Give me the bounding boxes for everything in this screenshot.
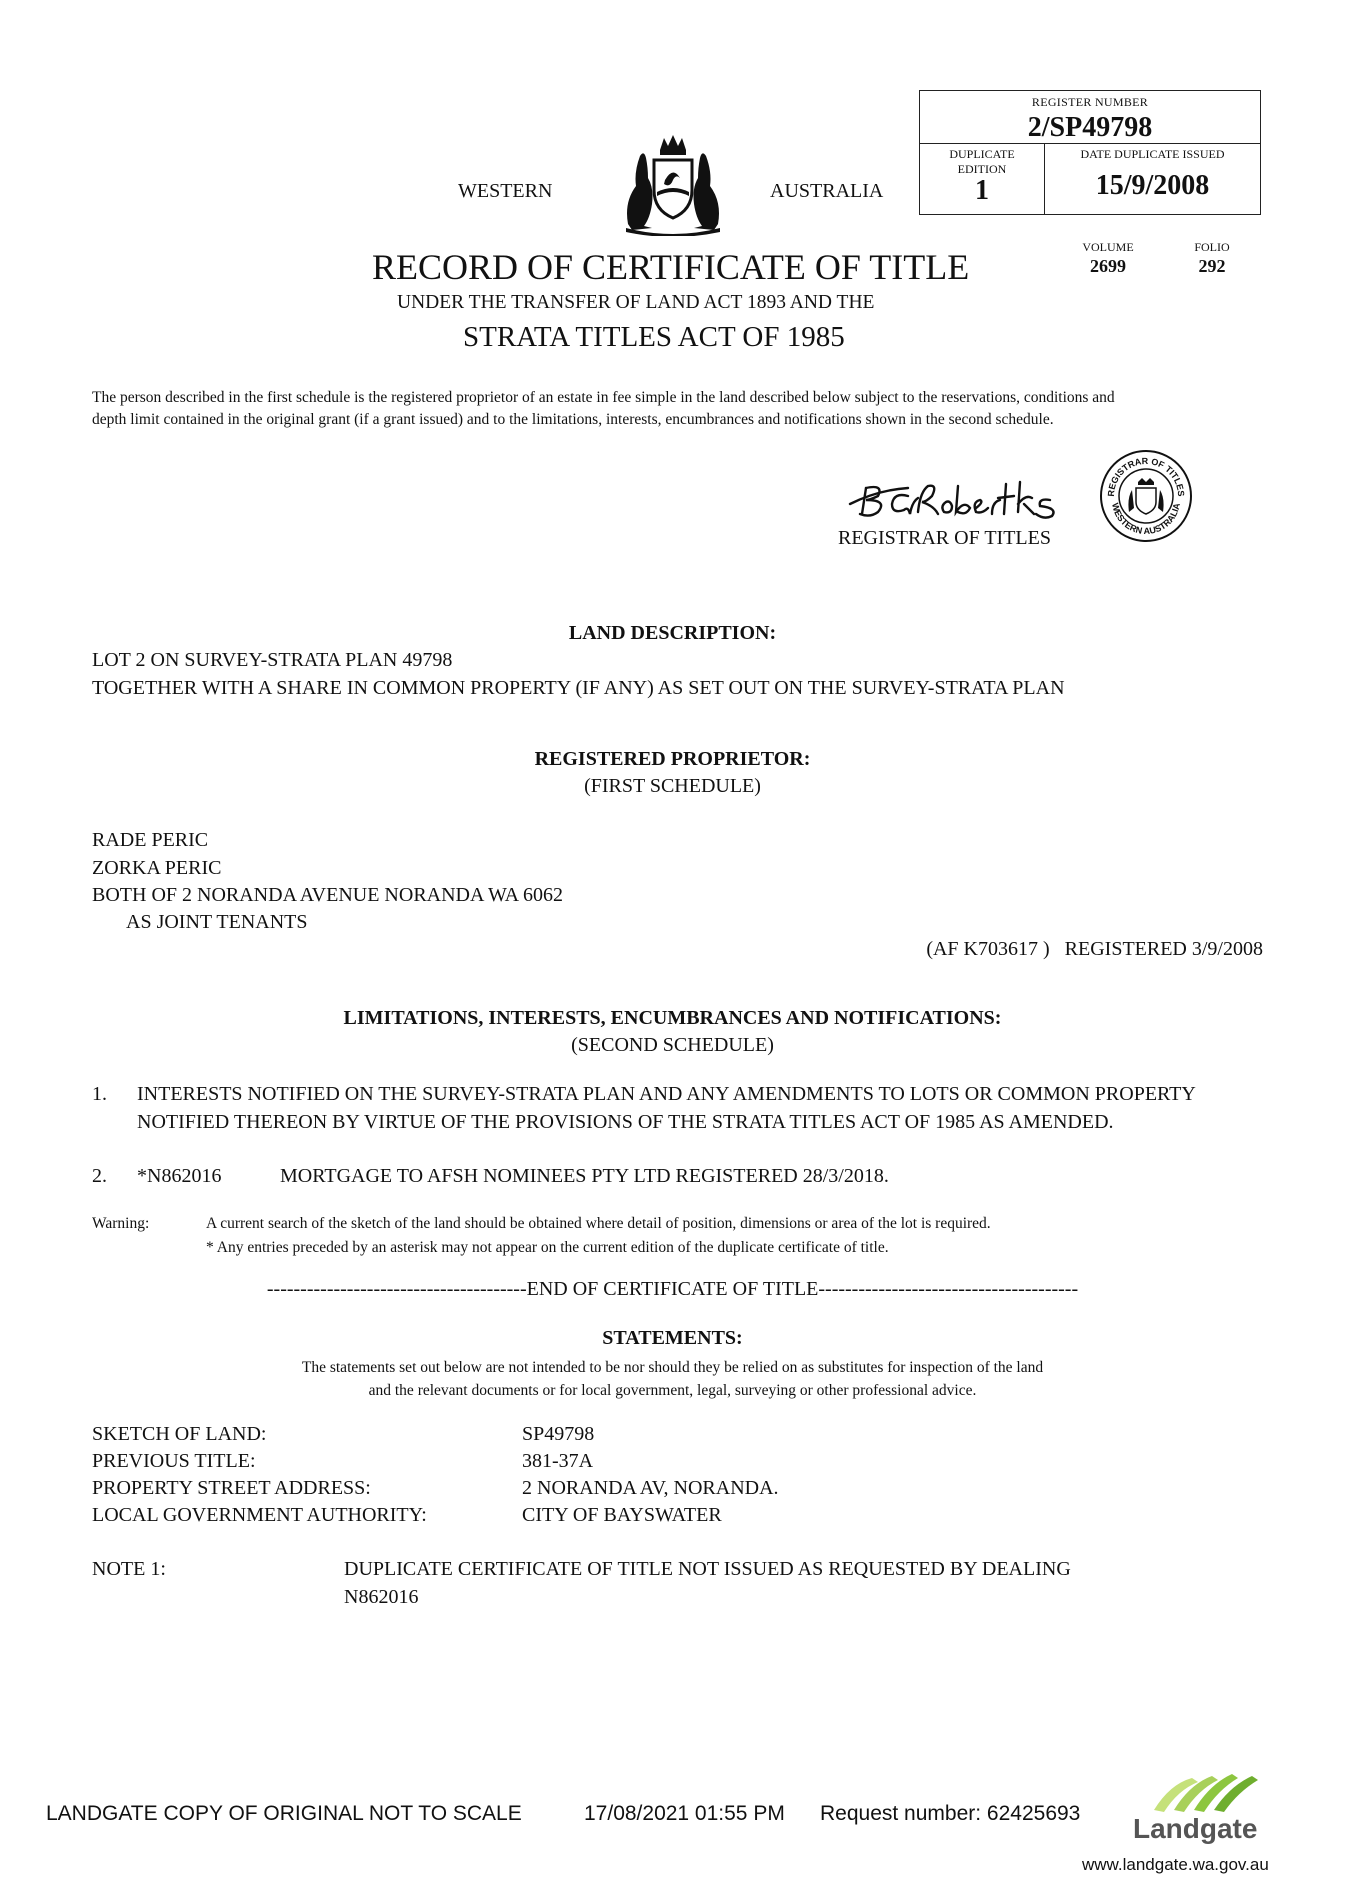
volume-value: 2699 (1090, 256, 1126, 276)
folio-label: FOLIO (1194, 240, 1230, 254)
footer-timestamp: 17/08/2021 01:55 PM (584, 1802, 785, 1825)
subtitle-line1: UNDER THE TRANSFER OF LAND ACT 1893 AND THE (397, 292, 875, 313)
proprietor-registration: (AF K703617 ) REGISTERED 3/9/2008 (926, 938, 1263, 960)
note-line1: DUPLICATE CERTIFICATE OF TITLE NOT ISSUED AS REQUESTED BY DEALING (344, 1558, 1071, 1580)
limitation-item-number: 2. (92, 1165, 107, 1187)
volume-label: VOLUME (1082, 240, 1134, 254)
note-label: NOTE 1: (92, 1558, 166, 1580)
footer-request-number: Request number: 62425693 (820, 1802, 1081, 1825)
limitation-item-number: 1. (92, 1083, 107, 1105)
proprietor-line: RADE PERIC (92, 829, 209, 851)
statement-label: LOCAL GOVERNMENT AUTHORITY: (92, 1504, 427, 1526)
register-number: 2/SP49798 (1027, 112, 1153, 143)
statements-intro2: and the relevant documents or for local government, legal, surveying or other professional advice. (368, 1382, 977, 1399)
statement-value: 381-37A (522, 1450, 594, 1472)
land-description-line1: LOT 2 ON SURVEY-STRATA PLAN 49798 (92, 649, 453, 671)
seal-text-top: REGISTRAR OF TITLES (1105, 455, 1187, 497)
proprietor-line: AS JOINT TENANTS (126, 911, 308, 933)
end-of-certificate-line: ---------------------------------------END OF CERTIFICATE OF TITLE--------------------------------------- (266, 1278, 1079, 1300)
warning-label: Warning: (92, 1215, 150, 1232)
statements-intro1: The statements set out below are not intended to be nor should they be relied on as substitutes for inspection of the land (301, 1359, 1044, 1376)
western-word: WESTERN (458, 180, 553, 202)
duplicate-edition-label: DUPLICATE EDITION (949, 147, 1015, 176)
coat-of-arms-icon (618, 132, 728, 236)
statement-value: SP49798 (522, 1423, 595, 1445)
registrar-title: REGISTRAR OF TITLES (838, 527, 1051, 549)
warning-line1: A current search of the sketch of the land should be obtained where detail of position, dimensions or area of the lot is required. (206, 1215, 991, 1232)
statement-value: 2 NORANDA AV, NORANDA. (522, 1477, 779, 1499)
land-description-line2: TOGETHER WITH A SHARE IN COMMON PROPERTY (IF ANY) AS SET OUT ON THE SURVEY-STRATA PLAN (92, 677, 1065, 699)
limitation-item-code: *N862016 (137, 1165, 222, 1187)
duplicate-edition: 1 (975, 175, 989, 206)
landgate-logo-icon (1148, 1770, 1264, 1814)
proprietor-line: ZORKA PERIC (92, 857, 222, 879)
note-line2: N862016 (344, 1586, 419, 1608)
australia-word: AUSTRALIA (770, 180, 884, 202)
folio-value: 292 (1198, 256, 1226, 276)
intro-paragraph: The person described in the first schedule is the registered proprietor of an estate in fee simple in the land described below subject to the reservations, conditions and depth limit contained in the original grant (if a grant issued) and to the limitations, interests, encumbrances and notifications shown in the second schedule. (92, 389, 1115, 428)
page-title: RECORD OF CERTIFICATE OF TITLE (372, 247, 970, 287)
statement-label: PROPERTY STREET ADDRESS: (92, 1477, 371, 1499)
date-issued: 15/9/2008 (1095, 170, 1210, 201)
date-issued-label: DATE DUPLICATE ISSUED (1080, 147, 1225, 161)
seal-text-bottom: WESTERN AUSTRALIA (1109, 501, 1182, 537)
landgate-url[interactable]: www.landgate.wa.gov.au (1082, 1855, 1269, 1874)
warning-line2: * Any entries preceded by an asterisk may not appear on the current edition of the duplicate certificate of title. (206, 1239, 889, 1256)
limitations-heading: LIMITATIONS, INTERESTS, ENCUMBRANCES AND NOTIFICATIONS: (343, 1007, 1002, 1029)
footer-copy-text: LANDGATE COPY OF ORIGINAL NOT TO SCALE (46, 1802, 522, 1825)
register-box (919, 90, 1261, 215)
statements-heading: STATEMENTS: (602, 1327, 743, 1349)
proprietor-heading: REGISTERED PROPRIETOR: (534, 748, 811, 770)
landgate-logo-text: Landgate (1133, 1813, 1258, 1844)
registrar-seal-icon (1098, 448, 1194, 544)
statement-label: PREVIOUS TITLE: (92, 1450, 256, 1472)
proprietor-line: BOTH OF 2 NORANDA AVENUE NORANDA WA 6062 (92, 884, 563, 906)
limitations-subheading: (SECOND SCHEDULE) (571, 1034, 774, 1056)
registrar-signature (848, 470, 1074, 526)
limitation-item-text: MORTGAGE TO AFSH NOMINEES PTY LTD REGISTERED 28/3/2018. (280, 1165, 889, 1187)
land-description-heading: LAND DESCRIPTION: (568, 622, 777, 644)
statement-label: SKETCH OF LAND: (92, 1423, 267, 1445)
subtitle-line2: STRATA TITLES ACT OF 1985 (463, 321, 845, 353)
limitation-item-text: INTERESTS NOTIFIED ON THE SURVEY-STRATA PLAN AND ANY AMENDMENTS TO LOTS OR COMMON PROPERTY NOTIFIED THEREON BY VIRTUE OF THE PROVISIONS OF THE STRATA TITLES ACT OF 1985 AS AMENDED. (137, 1083, 1196, 1133)
statement-value: CITY OF BAYSWATER (522, 1504, 722, 1526)
proprietor-subheading: (FIRST SCHEDULE) (584, 775, 761, 797)
register-number-label: REGISTER NUMBER (1031, 95, 1149, 109)
